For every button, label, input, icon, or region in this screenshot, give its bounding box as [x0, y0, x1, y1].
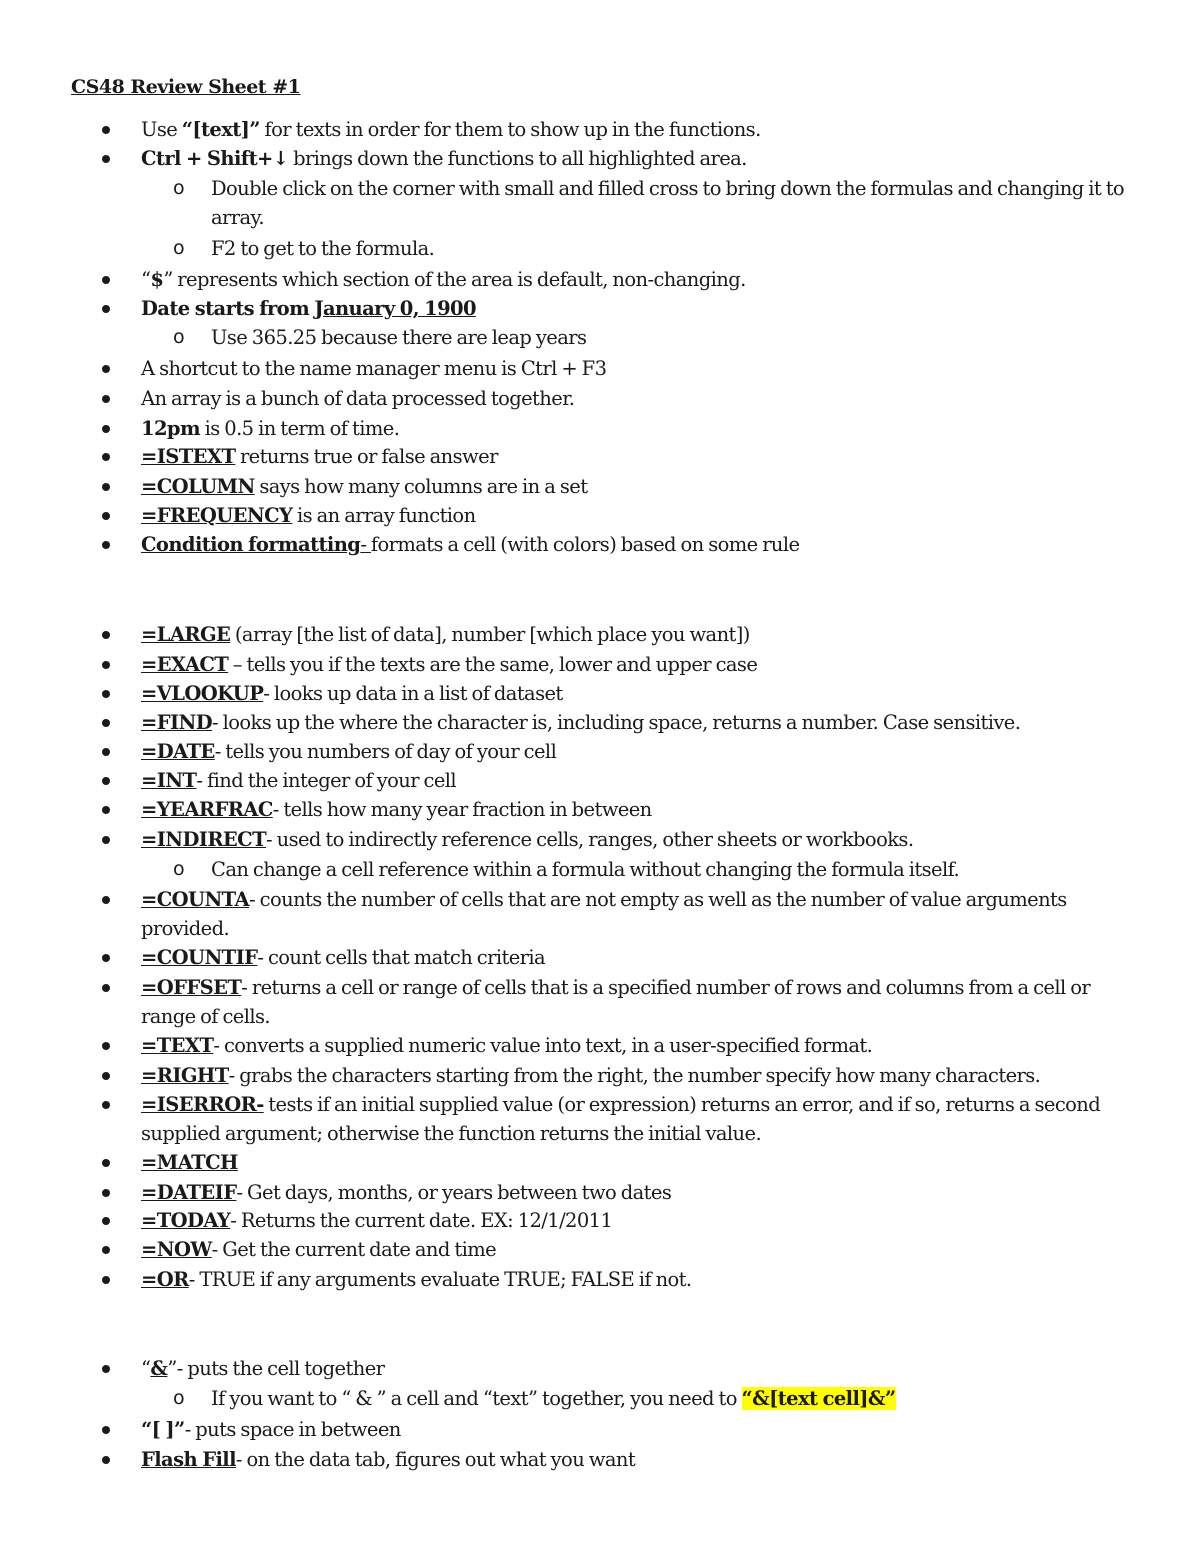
- bullet-icon: [102, 425, 110, 433]
- sub-list-item: o Can change a cell reference within a formula without changing the formula itself.: [211, 855, 1131, 884]
- bullet-icon: [102, 1101, 110, 1109]
- sub-list-item: o Double click on the corner with small and filled cross to bring down the formulas and changing it to array.: [211, 174, 1131, 232]
- list-item: Flash Fill- on the data tab, figures out what you want: [141, 1445, 1131, 1474]
- bullet-icon: [102, 1456, 110, 1464]
- list-item: =COUNTA- counts the number of cells that are not empty as well as the number of value arguments provided.: [141, 885, 1131, 943]
- list-item: =VLOOKUP- looks up data in a list of dataset: [141, 679, 1131, 708]
- bullet-icon: [102, 777, 110, 785]
- highlighted-text: “&[text cell]&”: [741, 1387, 896, 1410]
- circle-bullet-icon: o: [173, 326, 185, 348]
- list-item: Ctrl + Shift+↓ brings down the functions to all highlighted area.: [141, 144, 1131, 173]
- sub-list-item: o Use 365.25 because there are leap years: [211, 323, 1131, 352]
- circle-bullet-icon: o: [173, 177, 185, 199]
- bullet-icon: [102, 1189, 110, 1197]
- list-item: =OR- TRUE if any arguments evaluate TRUE; FALSE if not.: [141, 1265, 1131, 1294]
- bullet-icon: [102, 483, 110, 491]
- list-item: Date starts from January 0, 1900: [141, 294, 1131, 323]
- list-item: =MATCH: [141, 1148, 1131, 1177]
- bullet-icon: [102, 276, 110, 284]
- circle-bullet-icon: o: [173, 1387, 185, 1409]
- list-item: “$” represents which section of the area is default, non-changing.: [141, 265, 1131, 294]
- bullet-icon: [102, 748, 110, 756]
- bullet-icon: [102, 836, 110, 844]
- bullet-icon: [102, 541, 110, 549]
- list-item: Condition formatting- formats a cell (with colors) based on some rule: [141, 530, 1131, 559]
- bullet-icon: [102, 1159, 110, 1167]
- list-item: =COLUMN says how many columns are in a set: [141, 472, 1131, 501]
- list-item: =INDIRECT- used to indirectly reference cells, ranges, other sheets or workbooks.: [141, 825, 1131, 854]
- bullet-icon: [102, 806, 110, 814]
- list-item: =INT- find the integer of your cell: [141, 766, 1131, 795]
- bullet-icon: [102, 1426, 110, 1434]
- list-item: =OFFSET- returns a cell or range of cells that is a specified number of rows and columns from a cell or range of cells.: [141, 973, 1131, 1031]
- page-title: CS48 Review Sheet #1: [71, 76, 301, 98]
- bullet-icon: [102, 719, 110, 727]
- bullet-icon: [102, 1217, 110, 1225]
- list-item: =FREQUENCY is an array function: [141, 501, 1131, 530]
- sub-list-item: o F2 to get to the formula.: [211, 234, 1131, 263]
- bullet-icon: [102, 365, 110, 373]
- bullet-icon: [102, 453, 110, 461]
- list-item: “[ ]”- puts space in between: [141, 1415, 1131, 1444]
- list-item: =YEARFRAC- tells how many year fraction in between: [141, 795, 1131, 824]
- bullet-icon: [102, 1365, 110, 1373]
- list-item: =DATE- tells you numbers of day of your cell: [141, 737, 1131, 766]
- circle-bullet-icon: o: [173, 858, 185, 880]
- list-item: =DATEIF- Get days, months, or years between two dates: [141, 1178, 1131, 1207]
- list-item: =LARGE (array [the list of data], number [which place you want]): [141, 620, 1131, 649]
- bullet-icon: [102, 512, 110, 520]
- list-item: =RIGHT- grabs the characters starting from the right, the number specify how many characters.: [141, 1061, 1131, 1090]
- bullet-icon: [102, 1072, 110, 1080]
- list-item: =FIND- looks up the where the character is, including space, returns a number. Case sensitive.: [141, 708, 1131, 737]
- list-item: Use “[text]” for texts in order for them to show up in the functions.: [141, 115, 1131, 144]
- bullet-icon: [102, 631, 110, 639]
- bullet-icon: [102, 661, 110, 669]
- bullet-icon: [102, 126, 110, 134]
- bullet-icon: [102, 984, 110, 992]
- list-item: =EXACT – tells you if the texts are the same, lower and upper case: [141, 650, 1131, 679]
- bullet-icon: [102, 1042, 110, 1050]
- bullet-icon: [102, 1246, 110, 1254]
- list-item: A shortcut to the name manager menu is Ctrl + F3: [141, 354, 1131, 383]
- bullet-icon: [102, 896, 110, 904]
- sub-list-item: o If you want to “ & ” a cell and “text” together, you need to “&[text cell]&”: [211, 1384, 1131, 1413]
- list-item: =NOW- Get the current date and time: [141, 1235, 1131, 1264]
- list-item: =ISTEXT returns true or false answer: [141, 442, 1131, 471]
- bullet-icon: [102, 395, 110, 403]
- list-item: =TODAY- Returns the current date. EX: 12/1/2011: [141, 1206, 1131, 1235]
- bullet-icon: [102, 305, 110, 313]
- list-item: An array is a bunch of data processed together.: [141, 384, 1131, 413]
- circle-bullet-icon: o: [173, 237, 185, 259]
- bullet-icon: [102, 954, 110, 962]
- list-item: =COUNTIF- count cells that match criteria: [141, 943, 1131, 972]
- list-item: =ISERROR- tests if an initial supplied value (or expression) returns an error, and if so, returns a second supplied argument; otherwise the function returns the initial value.: [141, 1090, 1131, 1148]
- bullet-icon: [102, 690, 110, 698]
- list-item: 12pm is 0.5 in term of time.: [141, 414, 1131, 443]
- bullet-icon: [102, 1276, 110, 1284]
- list-item: =TEXT- converts a supplied numeric value into text, in a user-specified format.: [141, 1031, 1131, 1060]
- list-item: “&”- puts the cell together: [141, 1354, 1131, 1383]
- bullet-icon: [102, 155, 110, 163]
